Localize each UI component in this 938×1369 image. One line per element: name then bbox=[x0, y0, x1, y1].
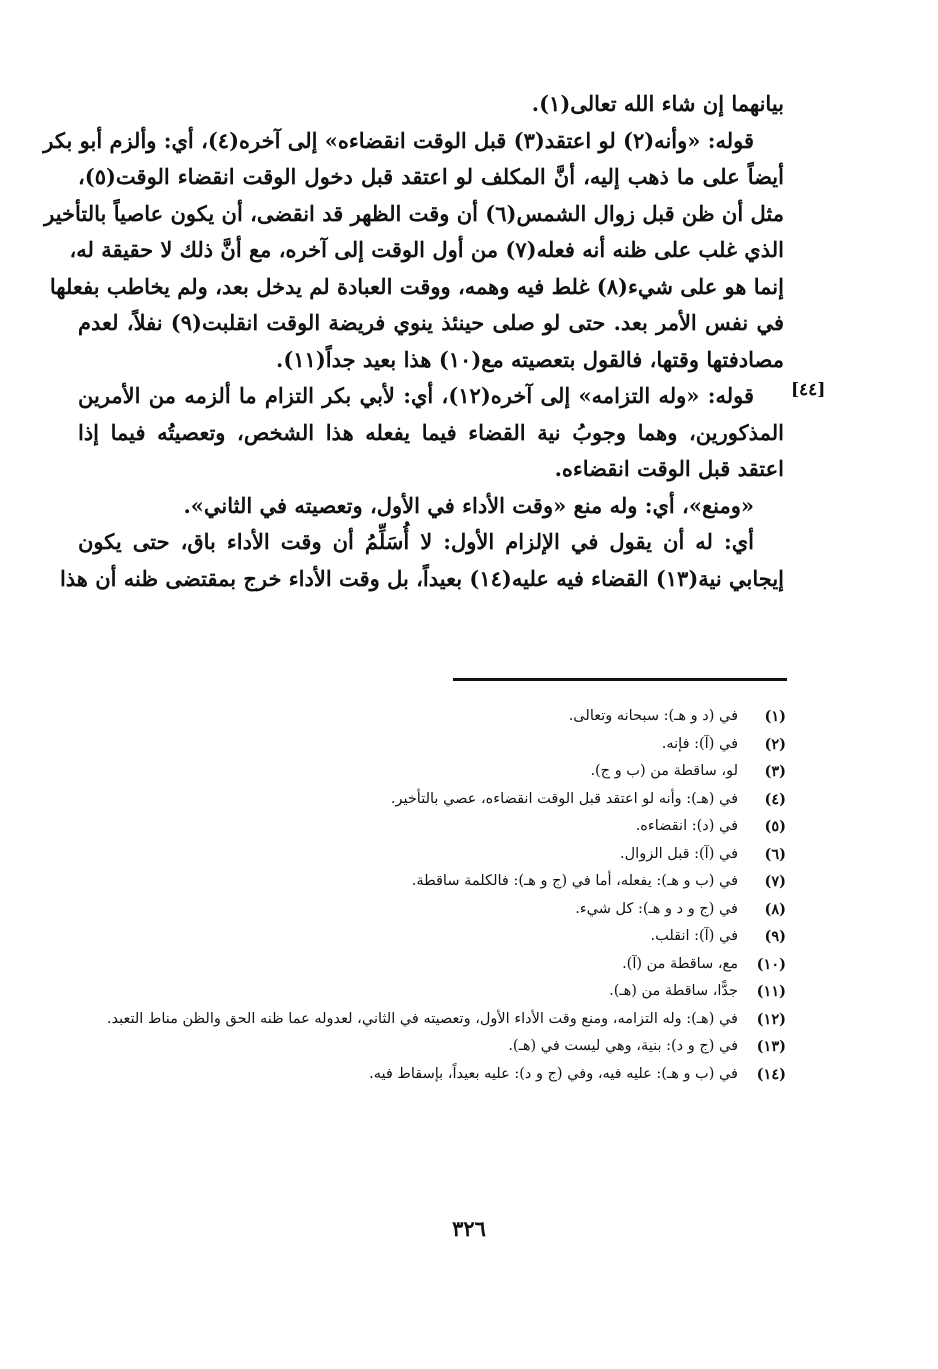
main-text bbox=[43, 86, 785, 597]
paragraph-3 bbox=[78, 378, 784, 488]
footnote bbox=[78, 813, 786, 841]
footnote bbox=[78, 978, 786, 1006]
footnote bbox=[78, 868, 786, 896]
text-line: إيجابي نية(١٣) القضاء فيه عليه(١٤) بعيداً، بل وقت الأداء خرج بمقتضى ظنه أن هذا bbox=[59, 565, 784, 591]
footnote-number: (١٢) bbox=[756, 1010, 786, 1028]
footnote-text: في (ب و هـ): يفعله، أما في (ج و هـ): فالكلمة ساقطة. bbox=[411, 873, 738, 889]
footnote bbox=[78, 703, 786, 731]
footnote-number: (١١) bbox=[756, 983, 786, 1000]
footnote bbox=[78, 841, 786, 869]
footnote-number: (١٤) bbox=[756, 1065, 786, 1083]
margin-page-marker: [٤٤] bbox=[791, 380, 826, 400]
footnote-number: (١٠) bbox=[756, 955, 786, 973]
footnote-text: في (ج و د و هـ): كل شيء. bbox=[575, 900, 738, 917]
footnote-text: لو، ساقطة من (ب و ج). bbox=[590, 763, 738, 779]
paragraph-2 bbox=[43, 123, 785, 379]
footnote bbox=[78, 758, 786, 786]
text-line: مصادفتها وقتها، فالقول بتعصيته مع(١٠) هذا بعيد جداً(١١). bbox=[276, 346, 784, 372]
footnote-text: في (آ): فإنه. bbox=[661, 735, 738, 752]
text-line: قوله: «وله التزامه» إلى آخره(١٢)، أي: لأبي بكر التزام ما ألزمه من الأمرين bbox=[78, 383, 754, 408]
footnotes bbox=[78, 703, 786, 1088]
text-line: اعتقد قبل الوقت انقضاءه. bbox=[554, 456, 784, 481]
footnote-number: (٦) bbox=[764, 845, 786, 863]
text-line: في نفس الأمر بعد. حتى لو صلى حينئذ ينوي فريضة الوقت انقلبت(٩) نفلاً، لعدم bbox=[78, 310, 785, 335]
paragraph-5 bbox=[59, 524, 784, 597]
footnote-number: (٣) bbox=[764, 763, 786, 780]
footnote-number: (٥) bbox=[764, 818, 786, 835]
text-line: أي: له أن يقول في الإلزام الأول: لا أُسَلِّمُ أن وقت الأداء باق، حتى يكون bbox=[78, 529, 754, 554]
text-line: إنما هو على شيء(٨) غلط فيه وهمه، ووقت العبادة لم يدخل بعد، ولم يخاطب بفعلها bbox=[49, 273, 784, 299]
footnote-number: (١) bbox=[764, 708, 786, 725]
footnote-text: في (آ): قبل الزوال. bbox=[620, 845, 738, 862]
page-number: ٣٢٦ bbox=[452, 1216, 486, 1241]
footnote-number: (٨) bbox=[764, 900, 786, 918]
footnote bbox=[78, 896, 786, 924]
footnote-text: في (هـ): وأنه لو اعتقد قبل الوقت انقضاءه، عصي بالتأخير. bbox=[390, 790, 738, 807]
footnote-number: (٩) bbox=[764, 928, 786, 945]
text-line: الذي غلب على ظنه أنه فعله(٧) من أول الوقت إلى آخره، مع أنَّ ذلك لا حقيقة له، bbox=[69, 237, 784, 262]
text-line: المذكورين، وهما وجوبُ نية القضاء فيما يفعله هذا الشخص، وتعصيتُه فيما إذا bbox=[78, 419, 784, 445]
footnote-text: في (د و هـ): سبحانه وتعالى. bbox=[568, 708, 738, 724]
footnote-text: في (هـ): وله التزامه، ومنع وقت الأداء الأول، وتعصيته في الثاني، لعدوله عما ظنه الحق والظن مناط التعبد. bbox=[106, 1010, 738, 1027]
footnote bbox=[78, 731, 786, 759]
text-line: قوله: «وأنه(٢) لو اعتقد(٣) قبل الوقت انقضاءه» إلى آخره(٤)، أي: وألزم أبو بكر bbox=[43, 127, 754, 153]
text-line: بيانهما إن شاء الله تعالى(١). bbox=[531, 91, 784, 116]
paragraph-4 bbox=[78, 488, 784, 525]
footnote-number: (٢) bbox=[764, 735, 786, 753]
paragraph-1 bbox=[78, 86, 784, 123]
footnote-text: في (ب و هـ): عليه فيه، وفي (ج و د): عليه بعيداً، بإسقاط فيه. bbox=[369, 1065, 738, 1082]
text-line: أيضاً على ما ذهب إليه، أنَّ المكلف لو اعتقد قبل دخول الوقت انقضاء الوقت(٥)، bbox=[78, 164, 784, 189]
text-line: مثل أن ظن قبل زوال الشمس(٦) أن وقت الظهر قد انقضى، أن يكون عاصياً بالتأخير bbox=[44, 200, 784, 226]
footnote-text: مع، ساقطة من (آ). bbox=[622, 955, 738, 972]
footnote-number: (٤) bbox=[764, 790, 786, 808]
footnote bbox=[78, 1033, 786, 1061]
text-line: «ومنع»، أي: وله منع «وقت الأداء في الأول، وتعصيته في الثاني». bbox=[183, 492, 754, 518]
footnote bbox=[78, 786, 786, 814]
footnote-text: في (آ): انقلب. bbox=[650, 928, 738, 944]
footnote-number: (١٣) bbox=[756, 1038, 786, 1055]
footnote-text: جدًّا، ساقطة من (هـ). bbox=[609, 983, 738, 999]
footnote-separator bbox=[453, 678, 787, 681]
footnote-number: (٧) bbox=[764, 873, 786, 890]
footnote bbox=[78, 951, 786, 979]
footnote bbox=[78, 1061, 786, 1089]
footnote-text: في (د): انقضاءه. bbox=[635, 818, 738, 834]
footnote-text: في (ج و د): بنية، وهي ليست في (هـ). bbox=[508, 1038, 738, 1054]
footnote bbox=[78, 923, 786, 951]
footnote bbox=[78, 1006, 786, 1034]
